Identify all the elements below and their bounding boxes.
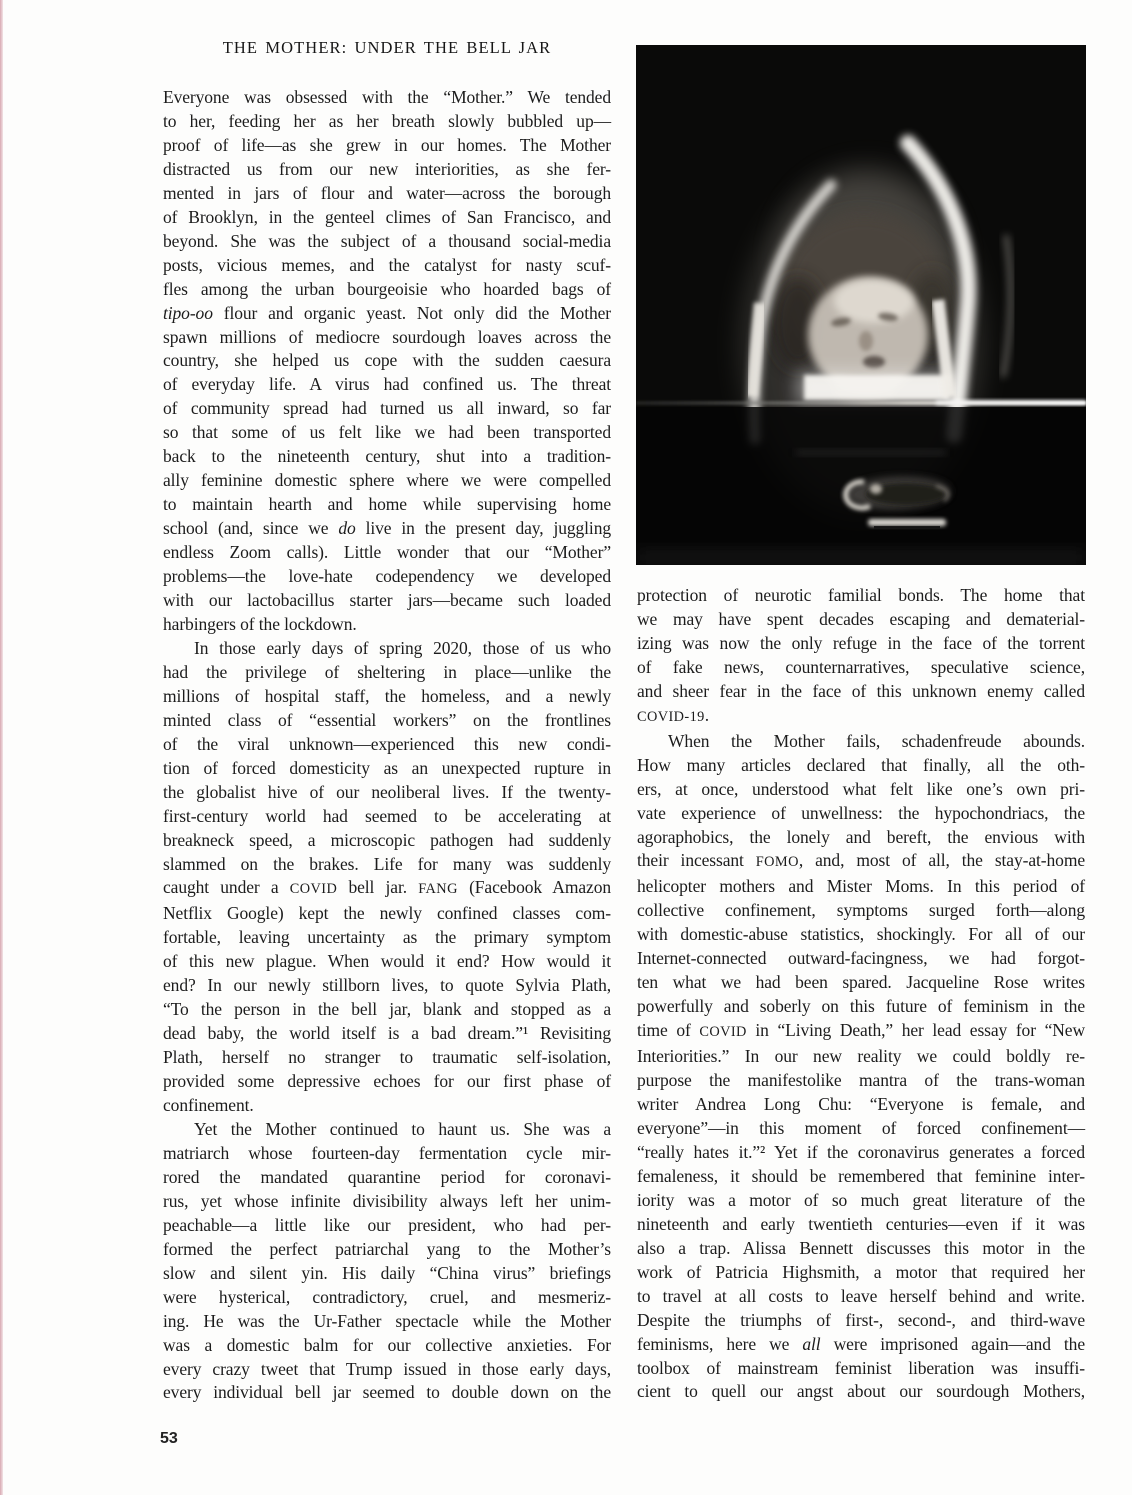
text-line: helicopter mothers and Mister Moms. In this period of bbox=[637, 876, 1085, 897]
text-line: of this new plague. When would it end? How would it bbox=[163, 951, 611, 972]
text-line: Despite the triumphs of first-, second-, and third-wave bbox=[637, 1309, 1085, 1330]
text-line: formed the perfect patriarchal yang to the Mother’s bbox=[163, 1238, 611, 1259]
text-line: of community spread had turned us all inward, so far bbox=[163, 398, 611, 419]
bell-jar-photo bbox=[636, 45, 1086, 565]
text-line: Internet-connected outward-facingness, we had forgot- bbox=[637, 948, 1085, 969]
text-line: to her, feeding her as her breath slowly bubbled up— bbox=[163, 110, 611, 131]
text-line: dead baby, the world itself is a bad dream.”¹ Revisiting bbox=[163, 1023, 611, 1044]
page-number: 53 bbox=[160, 1430, 178, 1447]
text-line: nineteenth and early twentieth centuries—even if it was bbox=[637, 1213, 1085, 1234]
text-line: fortable, leaving uncertainty as the primary symptom bbox=[163, 927, 611, 948]
text-line: to travel at all costs to leave herself behind and write. bbox=[637, 1285, 1085, 1306]
text-line: agoraphobics, the lonely and bereft, the envious with bbox=[637, 826, 1085, 847]
text-line: beyond. She was the subject of a thousand social-media bbox=[163, 230, 611, 251]
text-line: rored the mandated quarantine period for coronavi- bbox=[163, 1166, 611, 1187]
text-line: feminisms, here we all were imprisoned again—and the bbox=[637, 1333, 1085, 1354]
text-line: to maintain hearth and home while supervising home bbox=[163, 494, 611, 515]
text-line: was a domestic balm for our collective anxieties. For bbox=[163, 1334, 611, 1355]
text-line: iority was a motor of so much great literature of the bbox=[637, 1189, 1085, 1210]
text-line: problems—the love-hate codependency we developed bbox=[163, 566, 611, 587]
text-line: their incessant FOMO, and, most of all, the stay-at-home bbox=[637, 850, 1085, 871]
text-line: posts, vicious memes, and the catalyst for nasty scuf- bbox=[163, 254, 611, 275]
text-line: of fake news, counternarratives, speculative science, bbox=[637, 656, 1085, 677]
text-line: rus, yet whose infinite divisibility always left her unim- bbox=[163, 1190, 611, 1211]
text-line: writer Andrea Long Chu: “Everyone is female, and bbox=[637, 1094, 1085, 1115]
text-line: proof of life—as she grew in our homes. The Mother bbox=[163, 134, 611, 155]
bell-jar-photo-graphic bbox=[636, 45, 1086, 565]
text-line: of the viral unknown—experienced this new condi- bbox=[163, 733, 611, 754]
text-line: vate experience of unwellness: the hypochondriacs, the bbox=[637, 802, 1085, 823]
running-head: THE MOTHER: UNDER THE BELL JAR bbox=[222, 38, 552, 57]
text-line: end? In our newly stillborn lives, to quote Sylvia Plath, bbox=[163, 975, 611, 996]
text-line: of Brooklyn, in the genteel climes of San Francisco, and bbox=[163, 206, 611, 227]
text-line: first-century world had seemed to be accelerating at bbox=[163, 805, 611, 826]
text-line: toolbox of mainstream feminist liberation was insuffi- bbox=[637, 1357, 1085, 1378]
text-line: of everyday life. A virus had confined us. The threat bbox=[163, 374, 611, 395]
text-line: harbingers of the lockdown. bbox=[163, 613, 357, 634]
text-line: slow and silent yin. His daily “China virus” briefings bbox=[163, 1262, 611, 1283]
text-line: we may have spent decades escaping and dematerial- bbox=[637, 608, 1085, 629]
text-line: every individual bell jar seemed to double down on the bbox=[163, 1382, 611, 1403]
text-line: fles among the urban bourgeoisie who hoarded bags of bbox=[163, 278, 611, 299]
text-line: When the Mother fails, schadenfreude abounds. bbox=[668, 730, 1085, 751]
text-line: work of Patricia Highsmith, a motor that required her bbox=[637, 1261, 1085, 1282]
text-line: were hysterical, contradictory, cruel, and mesmeriz- bbox=[163, 1286, 611, 1307]
text-line: school (and, since we do live in the present day, juggling bbox=[163, 518, 611, 539]
text-line: ers, at once, understood what felt like one’s own pri- bbox=[637, 778, 1085, 799]
text-line: spawn millions of mediocre sourdough loaves across the bbox=[163, 326, 611, 347]
text-line: “To the person in the bell jar, blank and stopped as a bbox=[163, 999, 611, 1020]
text-line: ing. He was the Ur-Father spectacle while the Mother bbox=[163, 1310, 611, 1331]
text-line: endless Zoom calls). Little wonder that our “Mother” bbox=[163, 542, 611, 563]
text-line: Netflix Google) kept the newly confined classes com- bbox=[163, 903, 611, 924]
text-line: every crazy tweet that Trump issued in those early days, bbox=[163, 1358, 611, 1379]
text-line: so that some of us felt like we had been transported bbox=[163, 422, 611, 443]
text-line: also a trap. Alissa Bennett discusses this motor in the bbox=[637, 1237, 1085, 1258]
paragraph bbox=[637, 584, 1085, 730]
text-line: minted class of “essential workers” on the frontlines bbox=[163, 709, 611, 730]
text-line: ten what we had been spared. Jacqueline Rose writes bbox=[637, 972, 1085, 993]
text-line: provided some depressive echoes for our first phase of bbox=[163, 1071, 611, 1092]
text-line: matriarch whose fourteen-day fermentation cycle mir- bbox=[163, 1142, 611, 1163]
text-line: tion of forced domesticity as an unexpected rupture in bbox=[163, 757, 611, 778]
paragraph bbox=[163, 637, 611, 1118]
text-line: ally feminine domestic sphere where we were compelled bbox=[163, 470, 611, 491]
paragraph bbox=[163, 1118, 611, 1405]
text-line: Plath, herself no stranger to traumatic self-isolation, bbox=[163, 1047, 611, 1068]
text-line: country, she helped us cope with the sudden caesura bbox=[163, 350, 611, 371]
text-line: the globalist hive of our neoliberal lives. If the twenty- bbox=[163, 781, 611, 802]
text-line: How many articles declared that finally, all the oth- bbox=[637, 754, 1085, 775]
paragraph bbox=[637, 730, 1085, 1405]
text-line: “really hates it.”² Yet if the coronavirus generates a forced bbox=[637, 1141, 1085, 1162]
text-line: collective confinement, symptoms surged forth—along bbox=[637, 900, 1085, 921]
text-line: In those early days of spring 2020, those of us who bbox=[194, 637, 611, 658]
text-line: with our lactobacillus starter jars—became such loaded bbox=[163, 590, 611, 611]
text-line: izing was now the only refuge in the face of the torrent bbox=[637, 632, 1085, 653]
spine-edge-stripe bbox=[0, 0, 3, 1495]
paragraph bbox=[163, 86, 611, 637]
text-line: with domestic-abuse statistics, shockingly. For all of our bbox=[637, 924, 1085, 945]
text-line: caught under a COVID bell jar. FANG (Facebook Amazon bbox=[163, 877, 611, 898]
text-line: breakneck speed, a microscopic pathogen had suddenly bbox=[163, 829, 611, 850]
text-line: peachable—a little like our president, who had per- bbox=[163, 1214, 611, 1235]
text-line: cient to quell our angst about our sourdough Mothers, bbox=[637, 1381, 1085, 1402]
text-line: mented in jars of flour and water—across the borough bbox=[163, 182, 611, 203]
text-line: had the privilege of sheltering in place—unlike the bbox=[163, 661, 611, 682]
text-line: Interiorities.” In our new reality we could boldly re- bbox=[637, 1046, 1085, 1067]
text-line: and sheer fear in the face of this unknown enemy called bbox=[637, 680, 1085, 701]
text-line: slammed on the brakes. Life for many was suddenly bbox=[163, 853, 611, 874]
text-line: confinement. bbox=[163, 1095, 254, 1116]
text-line: everyone”—in this moment of forced confinement— bbox=[637, 1117, 1085, 1138]
text-line: purpose the manifestolike mantra of the trans-woman bbox=[637, 1070, 1085, 1091]
text-line: protection of neurotic familial bonds. The home that bbox=[637, 585, 1085, 605]
text-line: back to the nineteenth century, shut into a tradition- bbox=[163, 446, 611, 467]
left-column bbox=[163, 86, 611, 1405]
text-line: tipo-oo flour and organic yeast. Not only did the Mother bbox=[163, 302, 611, 323]
text-line: distracted us from our new interiorities, as she fer- bbox=[163, 158, 611, 179]
right-column bbox=[637, 584, 1085, 1404]
text-line: millions of hospital staff, the homeless, and a newly bbox=[163, 685, 611, 706]
text-line: COVID-19. bbox=[637, 704, 710, 725]
text-line: powerfully and soberly on this future of feminism in the bbox=[637, 996, 1085, 1017]
text-line: Everyone was obsessed with the “Mother.” We tended bbox=[163, 87, 611, 107]
text-line: Yet the Mother continued to haunt us. She was a bbox=[194, 1118, 611, 1139]
text-line: time of COVID in “Living Death,” her lead essay for “New bbox=[637, 1020, 1085, 1041]
text-line: femaleness, it should be remembered that feminine inter- bbox=[637, 1165, 1085, 1186]
